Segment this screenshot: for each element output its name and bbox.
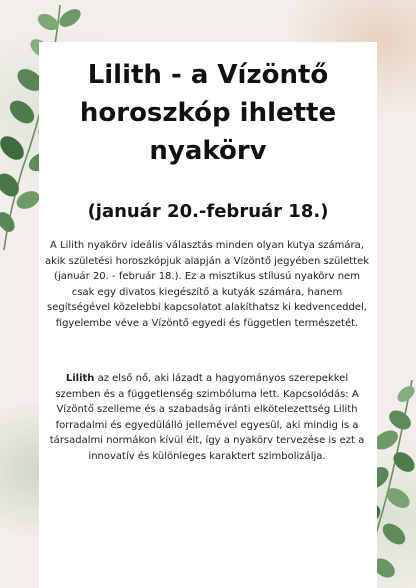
lilith-bold-name: Lilith [65,373,95,384]
lilith-paragraph [42,371,372,464]
title-line-1: Lilith - a Vízöntő [87,60,329,90]
description-paragraph: A Lilith nyakörv ideális választás minden olyan kutya számára, akik születési horoszkópjuk alapján a Vízöntő jegyében születtek (január 20. - február 18.). Ez a misztikus stílusú nyakörv nem csak egy divatos kiegészítő a kutyák számára, hanem segítségével közelebbi kapcsolatot alakíthatsz ki kedvenceddel, figyelembe véve a Vízöntő egyedi és független természetét. [44,240,370,329]
lilith-paragraph-text: az első nő, aki lázadt a hagyományos szerepekkel szemben és a függetlenség szimbóluma lett. Kapcsolódás: A Vízöntő szelleme és a szabadság iránti elkötelezettség Lilith forradalmi és egyedülálló jellemével egyesül, aki mindig is a társadalmi normákon kívül élt, így a nyakörv tervezése is ezt a innovatív és különleges karaktert szimbolizálja. [49,373,365,462]
date-range-subtitle: (január 20.-február 18.) [87,201,329,222]
title-line-3: nyakörv [149,136,267,166]
title-line-2: horoszkóp ihlette [79,98,337,128]
page-title [39,56,377,170]
